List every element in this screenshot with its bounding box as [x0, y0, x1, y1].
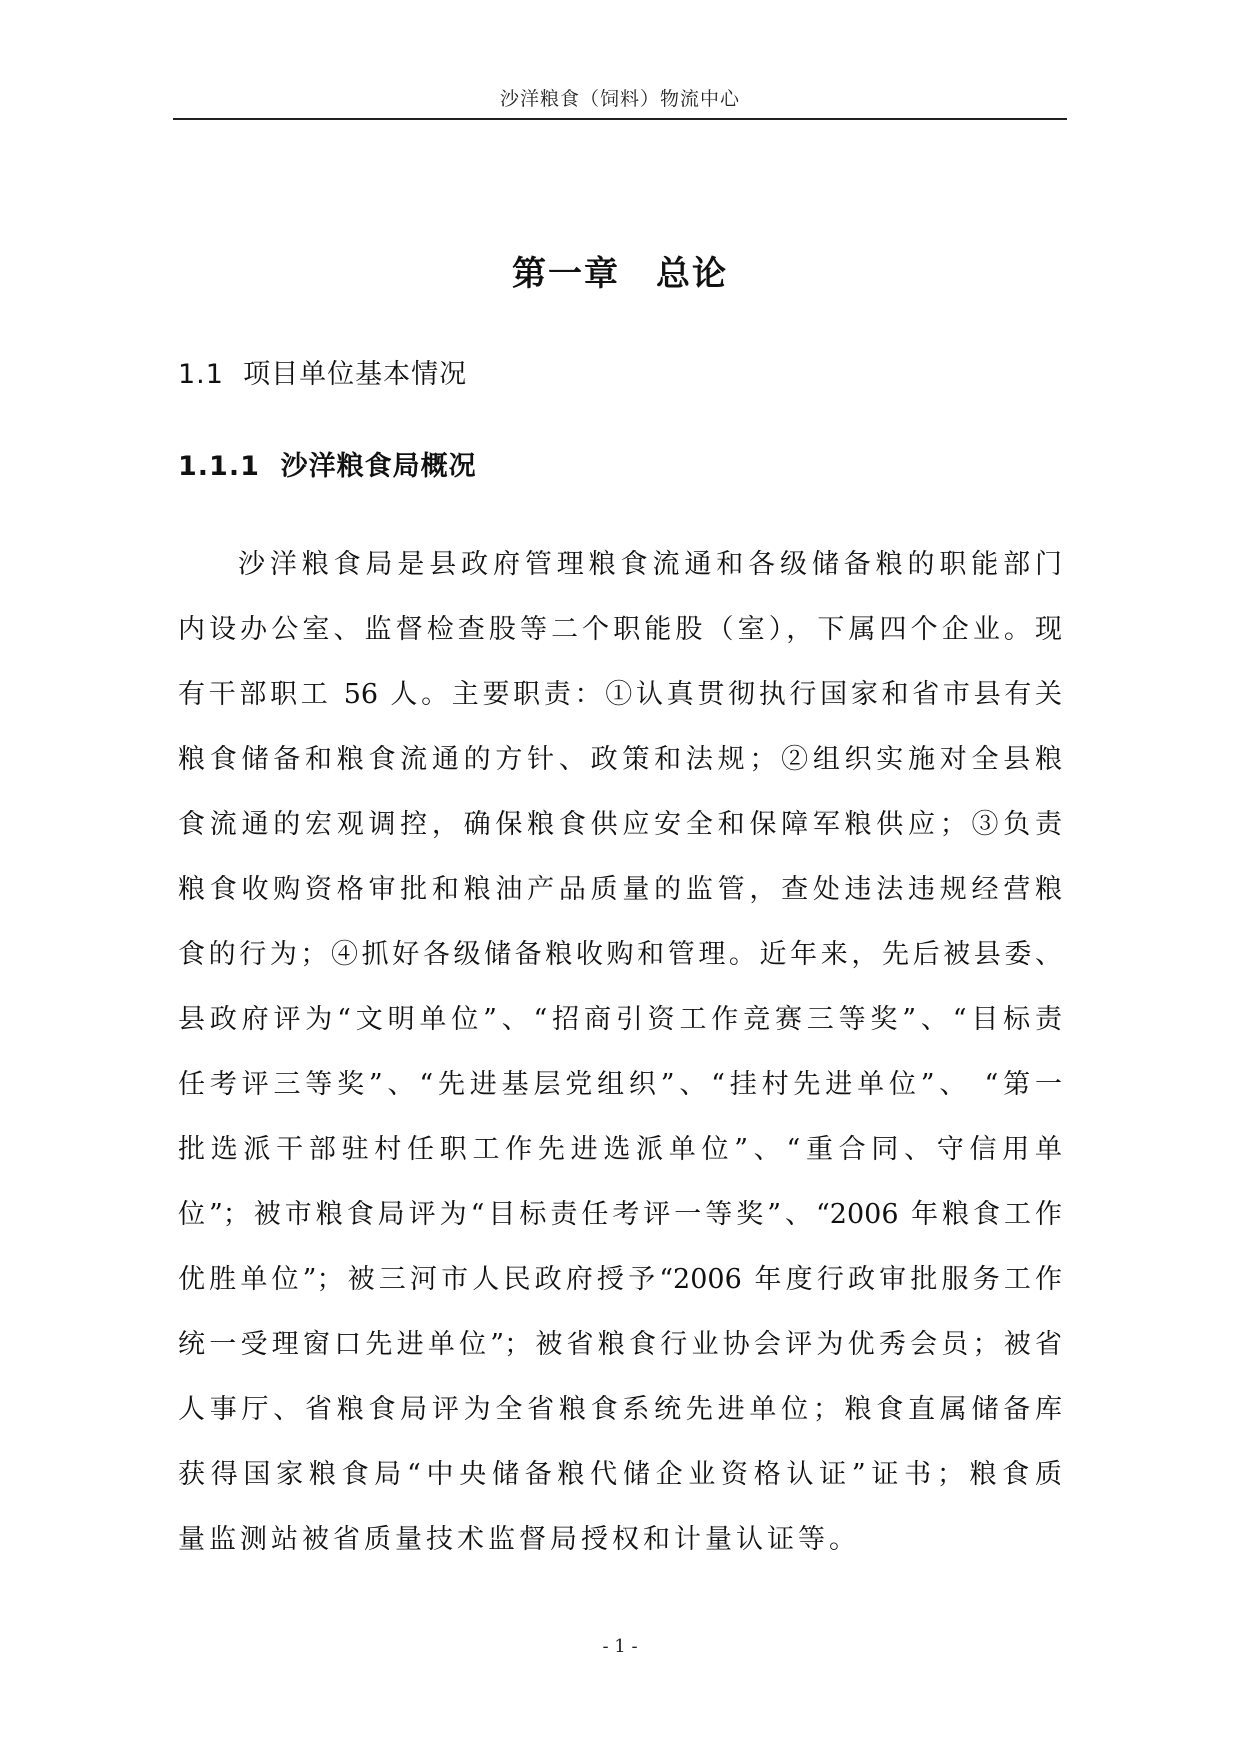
paragraph-line: 任考评三等奖”、“先进基层党组织”、“挂村先进单位”、 “第一 [178, 1069, 1062, 1100]
page-number: - 1 - [602, 1636, 638, 1657]
paragraph-line: 优胜单位”；被三河市人民政府授予“2006 年度行政审批服务工作 [178, 1264, 1062, 1295]
paragraph-line: 统一受理窗口先进单位”；被省粮食行业协会评为优秀会员；被省 [178, 1329, 1062, 1360]
header-divider [173, 118, 1067, 120]
subsection-heading: 1.1.1 沙洋粮食局概况 [178, 451, 477, 482]
paragraph-line: 有干部职工 56 人。主要职责：①认真贯彻执行国家和省市县有关 [178, 679, 1062, 710]
paragraph-line: 量监测站被省质量技术监督局授权和计量认证等。 [178, 1524, 860, 1555]
paragraph-line: 食流通的宏观调控，确保粮食供应安全和保障军粮供应；③负责 [178, 809, 1062, 840]
paragraph-line: 食的行为；④抓好各级储备粮收购和管理。近年来，先后被县委、 [178, 939, 1062, 970]
paragraph-line: 沙洋粮食局是县政府管理粮食流通和各级储备粮的职能部门 [238, 549, 1062, 580]
paragraph-line: 粮食收购资格审批和粮油产品质量的监管，查处违法违规经营粮 [178, 874, 1062, 905]
chapter-title: 第一章 总论 [512, 254, 728, 294]
running-header: 沙洋粮食（饲料）物流中心 [499, 88, 740, 110]
paragraph-line: 人事厅、省粮食局评为全省粮食系统先进单位；粮食直属储备库 [178, 1394, 1062, 1425]
paragraph-line: 位”；被市粮食局评为“目标责任考评一等奖”、“2006 年粮食工作 [178, 1199, 1062, 1230]
paragraph-line: 内设办公室、监督检查股等二个职能股（室），下属四个企业。现 [178, 614, 1062, 645]
paragraph-line: 县政府评为“文明单位”、“招商引资工作竞赛三等奖”、“目标责 [178, 1004, 1062, 1035]
section-heading: 1.1 项目单位基本情况 [178, 359, 468, 390]
paragraph-line: 获得国家粮食局“中央储备粮代储企业资格认证”证书；粮食质 [178, 1459, 1062, 1490]
body-paragraph [178, 532, 1062, 1572]
paragraph-line: 批选派干部驻村任职工作先进选派单位”、“重合同、守信用单 [178, 1134, 1062, 1165]
paragraph-line: 粮食储备和粮食流通的方针、政策和法规；②组织实施对全县粮 [178, 744, 1062, 775]
